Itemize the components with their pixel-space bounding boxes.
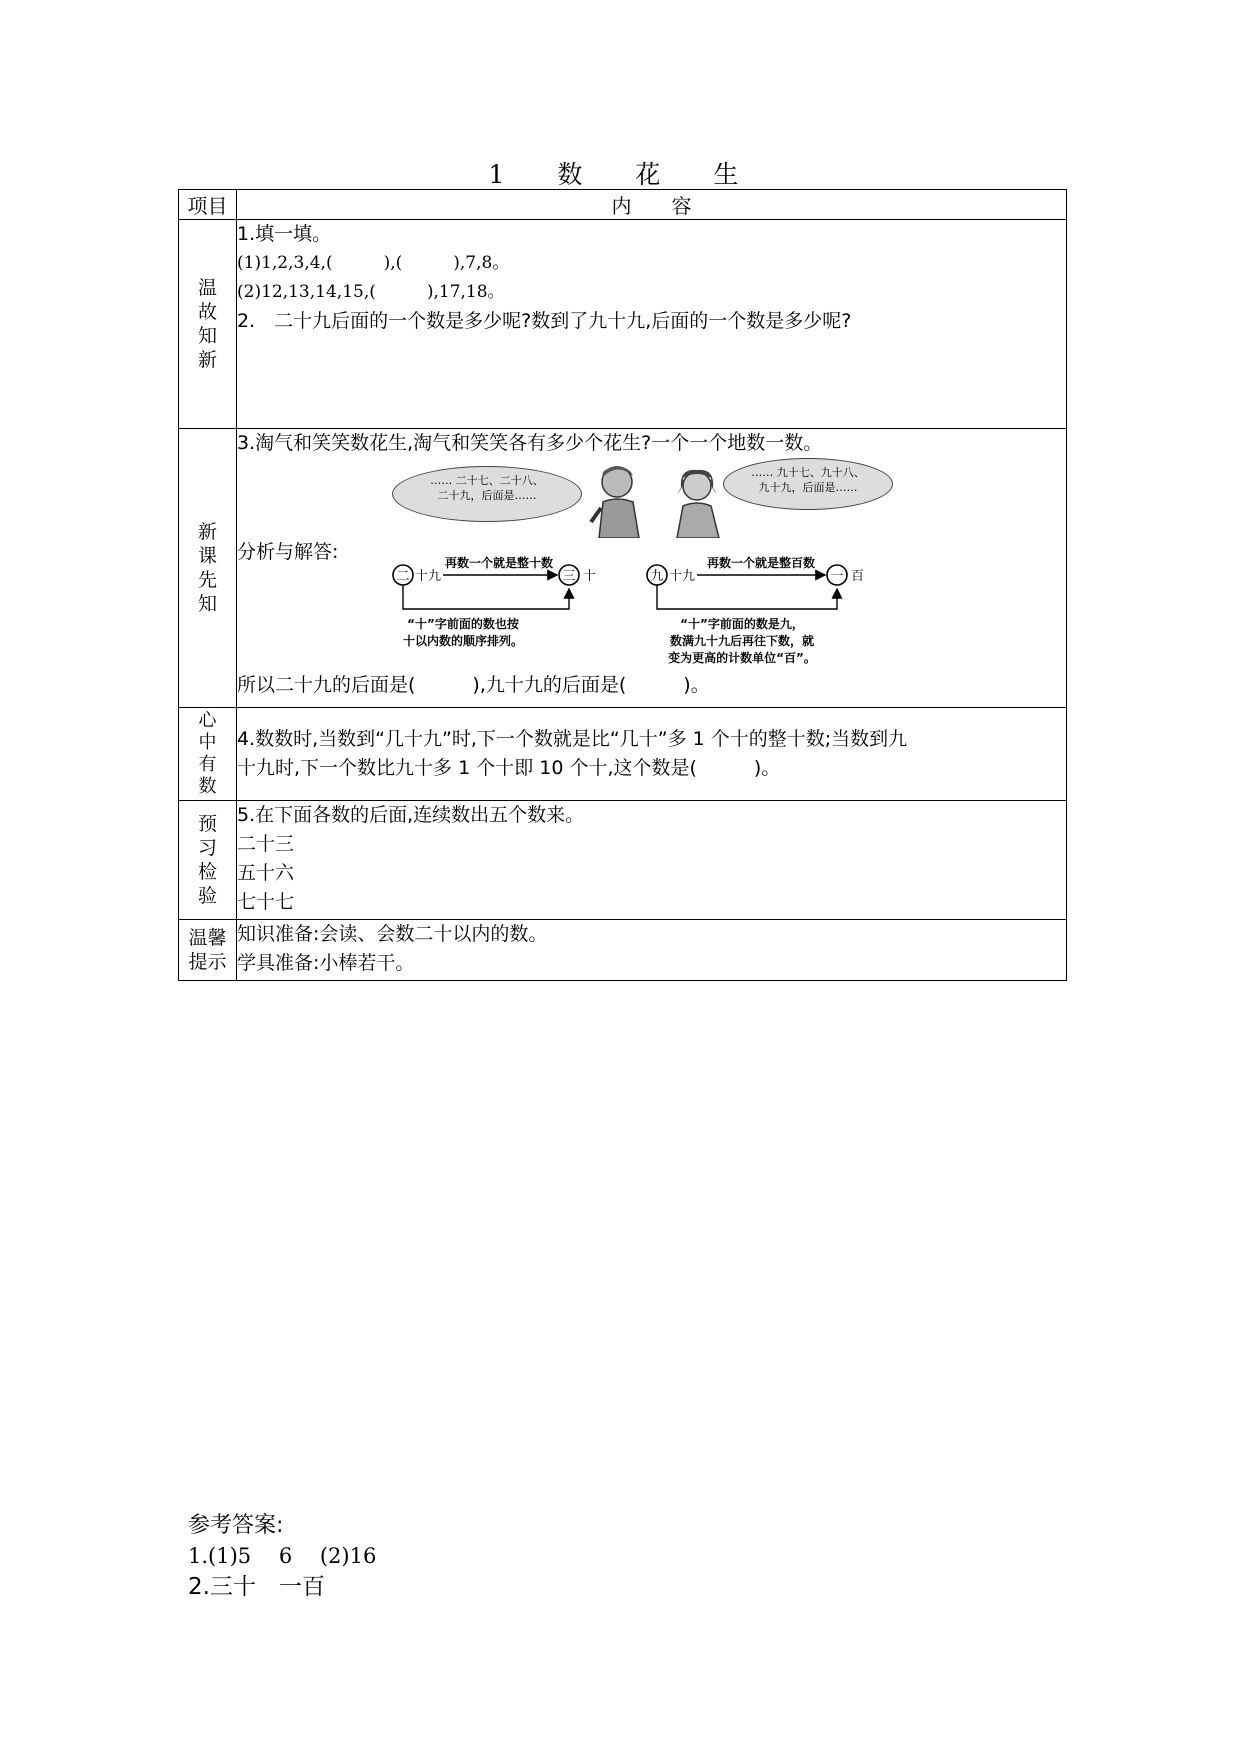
diagram-left-note-2: 十以内数的顺序排列。 [402, 634, 524, 648]
answers-line-1: 1.(1)5 6 (2)16 [188, 1544, 377, 1568]
tips-line-1: 知识准备:会读、会数二十以内的数。 [237, 923, 548, 945]
mind-line-1: 4.数数时,当数到“几十九”时,下一个数就是比“几十”多 1 个十的整十数;当数到九 [237, 728, 908, 750]
diagram-left-arrow-text: 再数一个就是整十数 [444, 556, 554, 570]
diagram-right-note-3: 变为更高的计数单位“百”。 [668, 651, 816, 665]
new-lesson-conclusion: 所以二十九的后面是( ),九十九的后面是( )。 [237, 674, 710, 696]
review-line-1: 1.填一填。 [237, 223, 332, 245]
table-header-row [179, 190, 1067, 220]
content-tips [237, 920, 1067, 981]
diagram-left-start-text: 十九 [415, 569, 442, 584]
diagram-right-arrow-text: 再数一个就是整百数 [706, 556, 816, 570]
illustration [237, 458, 1066, 538]
answers-line-2: 2.三十 一百 [188, 1574, 325, 1600]
bubble-left-line-2: 二十九，后面是…… [437, 489, 537, 502]
diagram-right-end-text: 百 [851, 569, 865, 584]
label-preview [179, 801, 237, 920]
preview-line-1: 5.在下面各数的后面,连续数出五个数来。 [237, 804, 585, 826]
diagram-left-note-1: “十”字前面的数也按 [407, 617, 519, 631]
diagram-right-note-2: 数满九十九后再往下数，就 [669, 634, 815, 648]
label-review [179, 220, 237, 429]
label-preview-text: 预习检验 [197, 813, 217, 907]
review-line-4: 2. 二十九后面的一个数是多少呢?数到了九十九,后面的一个数是多少呢? [237, 310, 852, 332]
bubble-right-line-2: 九十九，后面是…… [758, 481, 858, 494]
row-new-lesson [179, 429, 1067, 708]
tips-line-2: 学具准备:小棒若干。 [237, 952, 415, 974]
row-review [179, 220, 1067, 429]
label-new-lesson-text: 新课先知 [197, 521, 217, 615]
review-line-2: (1)1,2,3,4,( ),( ),7,8。 [237, 253, 510, 273]
bubble-right-line-1: …… 九十七、九十八、 [751, 466, 865, 479]
bubble-left-line-1: …… 二十七、二十八、 [430, 474, 544, 487]
worksheet-table [178, 189, 1067, 981]
label-mind [179, 708, 237, 801]
content-mind [237, 708, 1067, 801]
diagram-right-note-1: “十”字前面的数是九， [680, 617, 804, 631]
mind-line-2: 十九时,下一个数比九十多 1 个十即 10 个十,这个数是( )。 [237, 757, 781, 779]
page-title: 1 数 花 生 [488, 160, 753, 189]
number-diagrams [237, 556, 1066, 687]
row-preview [179, 801, 1067, 920]
thought-bubble-left [392, 466, 582, 522]
row-mind [179, 708, 1067, 801]
new-lesson-question: 3.淘气和笑笑数花生,淘气和笑笑各有多少个花生?一个一个地数一数。 [237, 432, 823, 454]
content-new-lesson [237, 429, 1067, 708]
diagram-left-start-digit: 二 [396, 569, 410, 584]
diagram-left-end-text: 十 [583, 569, 597, 584]
content-preview [237, 801, 1067, 920]
review-line-3: (2)12,13,14,15,( ),17,18。 [237, 282, 505, 302]
label-mind-text: 心中有数 [198, 710, 217, 797]
diagram-right-start-text: 十九 [669, 569, 696, 584]
label-review-text: 温故知新 [197, 277, 217, 371]
header-content: 内 容 [237, 190, 1067, 220]
answers-title: 参考答案: [188, 1513, 284, 1538]
diagram-right-end-digit: 一 [830, 569, 844, 584]
diagram-svg [227, 553, 1096, 673]
preview-line-3: 五十六 [237, 862, 295, 884]
girl-illustration [669, 464, 727, 538]
thought-bubble-right [723, 458, 893, 510]
diagram-right-start-digit: 九 [650, 569, 664, 584]
analysis-label: 分析与解答: [237, 541, 339, 563]
preview-line-4: 七十七 [237, 891, 295, 913]
header-item: 项目 [179, 190, 237, 220]
boy-illustration [587, 460, 653, 538]
label-tips [179, 920, 237, 981]
diagram-right [647, 555, 864, 665]
row-tips [179, 920, 1067, 981]
diagram-left-end-digit: 三 [562, 569, 576, 584]
preview-line-2: 二十三 [237, 833, 295, 855]
content-review [237, 220, 1067, 429]
diagram-left [393, 555, 596, 648]
label-tips-text: 温馨提示 [188, 927, 227, 973]
